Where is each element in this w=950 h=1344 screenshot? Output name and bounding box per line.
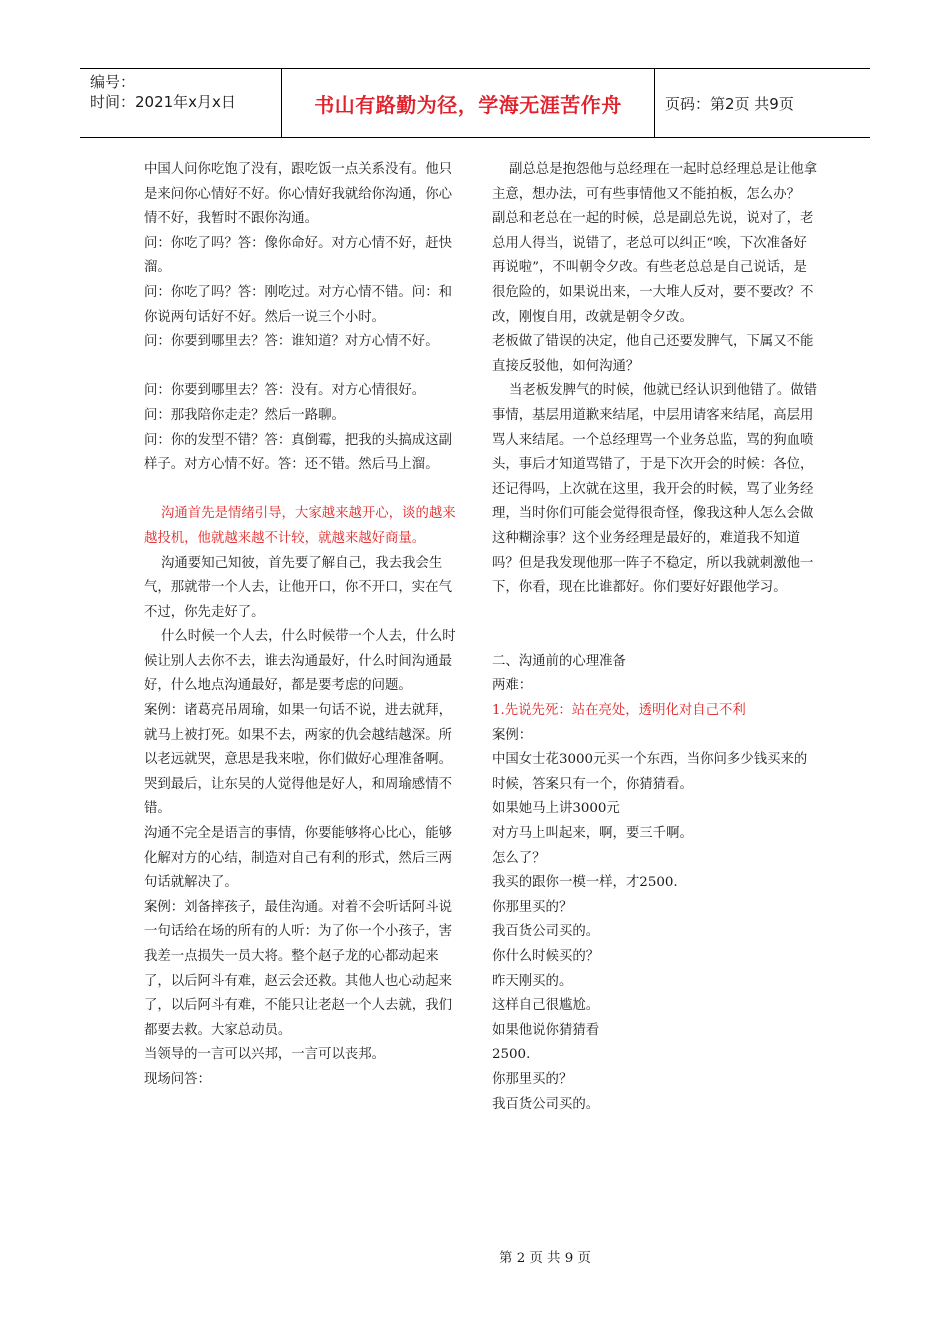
paragraph: 问：你吃了吗？答：刚吃过。对方心情不错。问：和你说两句话好不好。然后一说三个小时。 bbox=[144, 284, 452, 325]
left-text-column bbox=[144, 158, 464, 1093]
paragraph: 中国人问你吃饱了没有，跟吃饭一点关系没有。他只是来问你心情好不好。你心情好我就给你沟通，你心情不好，我暂时不跟你沟通。 bbox=[144, 162, 452, 227]
paragraph: 2500. bbox=[492, 1047, 531, 1063]
header-page-label: 页码：第2页 共9页 bbox=[665, 94, 794, 113]
paragraph: 案例：诸葛亮吊周瑜，如果一句话不说，进去就拜，就马上被打死。如果不去，两家的仇会越结越深。所以老远就哭，意思是我来啦，你们做好心理准备啊。哭到最后，让东吴的人觉得他是好人，和周瑜感情不错。 bbox=[144, 703, 452, 817]
paragraph: 我买的跟你一模一样，才2500. bbox=[492, 875, 678, 891]
paragraph: 问：你要到哪里去？答：谁知道？对方心情不好。 bbox=[144, 334, 439, 350]
paragraph: 案例：刘备摔孩子，最佳沟通。对着不会听话阿斗说一句话给在场的所有的人听：为了你一个小孩子，害我差一点损失一员大将。整个赵子龙的心都动起来了，以后阿斗有难，赵云会还救。其他人也心动起来了，以后阿斗有难，不能只让老赵一个人去就，我们都要去救。大家总动员。 bbox=[144, 899, 452, 1038]
paragraph: 怎么了？ bbox=[492, 850, 546, 866]
paragraph: 案例： bbox=[492, 727, 533, 743]
header-info bbox=[80, 69, 282, 137]
paragraph: 你什么时候买的？ bbox=[492, 949, 600, 964]
paragraph: 中国女士花3000元买一个东西，当你问多少钱买来的时候，答案只有一个，你猜猜看。 bbox=[492, 752, 808, 792]
paragraph: 问：你的发型不错？答：真倒霉，把我的头搞成这副样子。对方心情不好。答：还不错。然后马上溜。 bbox=[144, 432, 452, 473]
paragraph: 对方马上叫起来，啊，要三千啊。 bbox=[492, 826, 693, 842]
paragraph: 两难： bbox=[492, 678, 533, 694]
paragraph: 这样自己很尴尬。 bbox=[492, 998, 600, 1014]
paragraph: 1.先说先死：站在亮处，透明化对自己不利 bbox=[492, 703, 746, 719]
paragraph: 你那里买的？ bbox=[492, 1071, 573, 1087]
paragraph: 副总和老总在一起的时候，总是副总先说，说对了，老总用人得当，说错了，老总可以纠正“唉，下次准备好再说啦”，不叫朝令夕改。有些老总总是自己说话，是很危险的，如果说出来，一大堆人反对，要不要改？不改，刚愎自用，改就是朝令夕改。 bbox=[492, 211, 814, 325]
paragraph: 如果他说你猜猜看 bbox=[492, 1022, 600, 1038]
paragraph: 老板做了错误的决定，他自己还要发脾气，下属又不能直接反驳他，如何沟通？ bbox=[492, 334, 814, 374]
paragraph: 副总总是抱怨他与总经理在一起时总经理总是让他拿主意，想办法，可有些事情他又不能拍板，怎么办？ bbox=[492, 162, 818, 202]
paragraph: 如果她马上讲3000元 bbox=[492, 801, 620, 817]
blank-line bbox=[492, 601, 818, 626]
paragraph: 问：你吃了吗？答：像你命好。对方心情不好，赶快溜。 bbox=[144, 235, 452, 276]
number-label: 编号： bbox=[90, 73, 136, 91]
paragraph: 二、沟通前的心理准备 bbox=[492, 653, 626, 669]
blank-line bbox=[144, 355, 464, 380]
paragraph: 问：那我陪你走走？然后一路聊。 bbox=[144, 407, 345, 423]
paragraph: 你那里买的？ bbox=[492, 899, 573, 915]
time-label: 时间：2021年x月x日 bbox=[90, 93, 236, 111]
paragraph: 现场问答： bbox=[144, 1071, 211, 1087]
paragraph: 昨天刚买的。 bbox=[492, 973, 573, 989]
paragraph: 问：你要到哪里去？答：没有。对方心情很好。 bbox=[144, 383, 426, 399]
paragraph: 沟通首先是情绪引导，大家越来越开心，谈的越来越投机，他就越来越不计较，就越来越好商量。 bbox=[144, 506, 456, 546]
paragraph: 什么时候一个人去，什么时候带一个人去，什么时候让别人去你不去，谁去沟通最好，什么时间沟通最好，什么地点沟通最好，都是要考虑的问题。 bbox=[144, 629, 456, 694]
paragraph: 当老板发脾气的时候，他就已经认识到他错了。做错事情，基层用道歉来结尾，中层用请客来结尾，高层用骂人来结尾。一个总经理骂一个业务总监，骂的狗血喷头，事后才知道骂错了，于是下次开会的时候：各位，还记得吗，上次就在这里，我开会的时候，骂了业务经理，当时你们可能会觉得很奇怪，像我这种人怎么会做这种糊涂事？这个业务经理是最好的，难道我不知道吗？但是我发现他那一阵子不稳定，所以我就刺激他一下，你看，现在比谁都好。你们要好好跟他学习。 bbox=[492, 383, 818, 596]
blank-line bbox=[492, 625, 818, 650]
paragraph: 沟通不完全是语言的事情，你要能够将心比心，能够化解对方的心结，制造对自己有利的形式，然后三两句话就解决了。 bbox=[144, 826, 452, 891]
header-motto: 书山有路勤为径，学海无涯苦作舟 bbox=[282, 69, 655, 137]
paragraph: 我百货公司买的。 bbox=[492, 924, 600, 940]
blank-line bbox=[144, 478, 464, 503]
right-text-column bbox=[492, 158, 818, 1117]
page-header bbox=[80, 68, 870, 138]
paragraph: 我百货公司买的。 bbox=[492, 1096, 600, 1112]
page-footer: 第 2 页 共 9 页 bbox=[499, 1251, 591, 1266]
paragraph: 沟通要知己知彼，首先要了解自己，我去我会生气，那就带一个人去，让他开口，你不开口，实在气不过，你先走好了。 bbox=[144, 555, 452, 620]
paragraph: 当领导的一言可以兴邦，一言可以丧邦。 bbox=[144, 1047, 386, 1063]
